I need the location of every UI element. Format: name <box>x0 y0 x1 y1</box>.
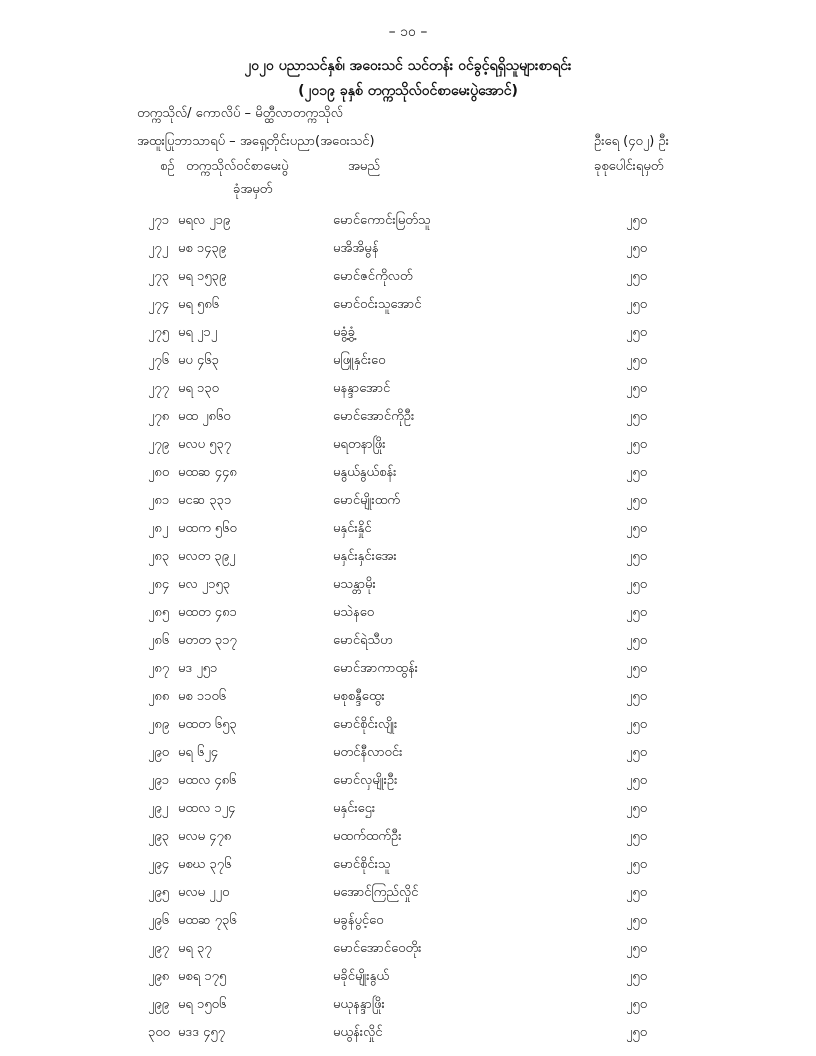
list-item <box>0 908 816 936</box>
serial-number: ၂၉၅ <box>148 885 170 900</box>
total-mark: ၂၅၀ <box>626 1025 648 1040</box>
total-mark: ၂၅၀ <box>626 717 648 732</box>
document-title: ၂၀၂၀ ပညာသင်နှစ်၊ အဝေးသင် သင်တန်း ဝင်ခွင့်ရရှိသူများစာရင်း <box>244 58 572 74</box>
exam-roll: မထက ၅၆၀ <box>178 521 237 536</box>
university-line: တက္ကသိုလ်/ ကောလိပ် – မိတ္ထီလာတက္ကသိုလ် <box>137 106 343 121</box>
serial-number: ၂၉၀ <box>148 745 170 760</box>
student-name: မထက်ထက်ဦး <box>333 829 402 844</box>
student-name: မခွံ့ခွံ့ <box>333 325 356 340</box>
exam-roll: မထဆ ၄၄၈ <box>178 465 237 480</box>
major-line: အထူးပြုဘာသာရပ် – အရှေ့တိုင်းပညာ(အဝေးသင်) <box>137 134 375 149</box>
total-mark: ၂၅၀ <box>626 325 648 340</box>
serial-number: ၂၈၁ <box>148 493 170 508</box>
list-item <box>0 880 816 908</box>
student-name: မောင်ဇင်ကိုလတ် <box>333 269 413 284</box>
header-total-marks: ခုစုပေါင်းရမှတ် <box>594 159 664 174</box>
list-item <box>0 572 816 600</box>
exam-roll: မထလ ၁၂၄ <box>178 801 236 816</box>
list-item <box>0 600 816 628</box>
serial-number: ၂၉၃ <box>148 829 170 844</box>
total-mark: ၂၅၀ <box>626 941 648 956</box>
total-mark: ၂၅၀ <box>626 857 648 872</box>
exam-roll: မထတ ၄၈၁ <box>178 605 237 620</box>
student-name: မောင်လှမျိုးဦး <box>333 773 398 788</box>
serial-number: ၂၉၇ <box>148 941 170 956</box>
header-name: အမည် <box>348 159 380 174</box>
total-mark: ၂၅၀ <box>626 213 648 228</box>
total-mark: ၂၅၀ <box>626 745 648 760</box>
student-name: မခိုင်မျိုးနွယ် <box>333 969 389 984</box>
student-name: မအောင်ကြည်လှိုင် <box>333 885 419 900</box>
student-name: မောင်အာကာထွန်း <box>333 661 418 676</box>
student-name: မခွန်ပွင့်ဝေ <box>333 913 384 928</box>
list-item <box>0 684 816 712</box>
total-mark: ၂၅၀ <box>626 353 648 368</box>
student-name: မောင်မျိုးထက် <box>333 493 400 508</box>
exam-roll: မဒဒ ၄၅၇ <box>178 1025 226 1040</box>
list-item <box>0 936 816 964</box>
total-mark: ၂၅၀ <box>626 997 648 1012</box>
total-mark: ၂၅၀ <box>626 689 648 704</box>
exam-roll: မထဆ ၇၃၆ <box>178 913 237 928</box>
exam-roll: မရလ ၂၁၉ <box>178 213 231 228</box>
exam-roll: မရ ၂၁၂ <box>178 325 218 340</box>
exam-roll: မငဆ ၃၃၁ <box>178 493 232 508</box>
student-name: မနန္ဒာအောင် <box>333 381 391 396</box>
list-item <box>0 432 816 460</box>
exam-roll: မရ ၆၂၄ <box>178 745 219 760</box>
serial-number: ၂၈၅ <box>148 605 170 620</box>
student-name: မနွယ်နွယ်စန်း <box>333 465 397 480</box>
student-name: မယုနန္ဒာဖြိုး <box>333 997 385 1012</box>
list-item <box>0 404 816 432</box>
exam-roll: မလမ ၄၇၈ <box>178 829 232 844</box>
serial-number: ၂၇၇ <box>148 381 170 396</box>
student-name: မသန္တာမိုး <box>333 577 376 592</box>
list-item <box>0 712 816 740</box>
total-mark: ၂၅၀ <box>626 297 648 312</box>
exam-roll: မလမ ၂၂၀ <box>178 885 230 900</box>
exam-roll: မလပ ၅၃၇ <box>178 437 232 452</box>
exam-roll: မရ ၅၈၆ <box>178 297 220 312</box>
list-item <box>0 768 816 796</box>
student-name: မောင်ဝင်းသူအောင် <box>333 297 422 312</box>
serial-number: ၂၉၈ <box>148 969 170 984</box>
exam-roll: မလတ ၃၉၂ <box>178 549 236 564</box>
exam-roll: မစ ၁၁၀၆ <box>178 689 227 704</box>
exam-roll: မစဃ ၃၇၆ <box>178 857 232 872</box>
total-mark: ၂၅၀ <box>626 241 648 256</box>
serial-number: ၂၇၅ <box>148 325 170 340</box>
header-serial-number: စဉ် <box>160 159 175 174</box>
total-mark: ၂၅၀ <box>626 633 648 648</box>
student-name: မောင်ကောင်းမြတ်သူ <box>333 213 431 228</box>
serial-number: ၂၈၄ <box>148 577 170 592</box>
serial-number: ၂၉၄ <box>148 857 170 872</box>
list-item <box>0 656 816 684</box>
total-mark: ၂၅၀ <box>626 381 648 396</box>
total-mark: ၂၅၀ <box>626 521 648 536</box>
student-name: မနှင်းနှင်းအေး <box>333 549 397 564</box>
serial-number: ၂၇၃ <box>148 269 170 284</box>
student-name: မစုစန္ဒီထွေး <box>333 689 385 704</box>
exam-roll: မစ ၁၄၃၉ <box>178 241 227 256</box>
exam-roll: မရ ၃၇ <box>178 941 212 956</box>
serial-number: ၂၈၇ <box>148 661 170 676</box>
total-mark: ၂၅၀ <box>626 465 648 480</box>
student-name: မဖြူနှင်းဝေ <box>333 353 386 368</box>
total-mark: ၂၅၀ <box>626 605 648 620</box>
list-item <box>0 460 816 488</box>
student-name: မောင်စိုင်းလျိုး <box>333 717 398 732</box>
list-item <box>0 992 816 1020</box>
student-name: မရတနာဖြိုး <box>333 437 386 452</box>
total-mark: ၂၅၀ <box>626 577 648 592</box>
exam-roll: မလ ၂၁၅၃ <box>178 577 231 592</box>
list-item <box>0 628 816 656</box>
list-item <box>0 544 816 572</box>
serial-number: ၂၇၈ <box>148 409 170 424</box>
list-item <box>0 376 816 404</box>
serial-number: ၂၈၈ <box>148 689 170 704</box>
exam-roll: မထတ ၆၅၃ <box>178 717 237 732</box>
list-item <box>0 964 816 992</box>
total-mark: ၂၅၀ <box>626 913 648 928</box>
serial-number: ၂၉၆ <box>148 913 170 928</box>
total-mark: ၂၅၀ <box>626 549 648 564</box>
student-name: မောင်အောင်ဝေတိုး <box>333 941 422 956</box>
student-name: မောင်စိုင်းသူ <box>333 857 391 872</box>
list-item <box>0 852 816 880</box>
exam-roll: မထလ ၄၈၆ <box>178 773 237 788</box>
student-name: မအိအိမွန် <box>333 241 379 256</box>
total-mark: ၂၅၀ <box>626 661 648 676</box>
serial-number: ၂၈၀ <box>148 465 170 480</box>
list-item <box>0 516 816 544</box>
serial-number: ၂၇၄ <box>148 297 170 312</box>
total-mark: ၂၅၀ <box>626 409 648 424</box>
list-item <box>0 208 816 236</box>
total-mark: ၂၅၀ <box>626 269 648 284</box>
header-roll-number: ခုံအမှတ် <box>233 182 273 197</box>
exam-roll: မရ ၁၅၃၉ <box>178 269 227 284</box>
total-mark: ၂၅၀ <box>626 773 648 788</box>
student-name: မနှင်းဌေး <box>333 801 376 816</box>
list-item <box>0 292 816 320</box>
list-item <box>0 348 816 376</box>
exam-roll: မရ ၁၅၀၆ <box>178 997 227 1012</box>
page-number: – ၁၀ – <box>388 24 428 40</box>
exam-roll: မရ ၁၃၀ <box>178 381 219 396</box>
total-count: ဦးရေ (၄၀၂) ဦး <box>594 134 669 149</box>
serial-number: ၂၇၆ <box>148 353 170 368</box>
student-name: မောင်ရဲသီဟ <box>333 633 393 648</box>
student-name: မတင်နီလာဝင်း <box>333 745 403 760</box>
serial-number: ၂၉၁ <box>148 773 170 788</box>
exam-roll: မဒ ၂၅၁ <box>178 661 218 676</box>
list-item <box>0 488 816 516</box>
exam-roll: မထ ၂၈၆၀ <box>178 409 231 424</box>
list-item <box>0 740 816 768</box>
serial-number: ၂၇၁ <box>148 213 170 228</box>
list-item <box>0 1020 816 1048</box>
total-mark: ၂၅၀ <box>626 829 648 844</box>
list-item <box>0 236 816 264</box>
serial-number: ၂၇၂ <box>148 241 169 256</box>
total-mark: ၂၅၀ <box>626 801 648 816</box>
results-list <box>0 208 816 1048</box>
total-mark: ၂၅၀ <box>626 969 648 984</box>
exam-roll: မတတ ၃၁၇ <box>178 633 237 648</box>
total-mark: ၂၅၀ <box>626 493 648 508</box>
serial-number: ၂၈၆ <box>148 633 170 648</box>
list-item <box>0 824 816 852</box>
list-item <box>0 320 816 348</box>
serial-number: ၂၉၉ <box>148 997 170 1012</box>
total-mark: ၂၅၀ <box>626 885 648 900</box>
serial-number: ၂၈၃ <box>148 549 170 564</box>
list-item <box>0 264 816 292</box>
serial-number: ၂၇၉ <box>148 437 170 452</box>
student-name: မနှင်းနှိုင် <box>333 521 372 536</box>
total-mark: ၂၅၀ <box>626 437 648 452</box>
header-exam-roll: တက္ကသိုလ်ဝင်စာမေးပွဲ <box>186 159 289 174</box>
student-name: မယွန်းလှိုင် <box>333 1025 383 1040</box>
list-item <box>0 796 816 824</box>
student-name: မောင်အောင်ကိုဦး <box>333 409 415 424</box>
exam-roll: မပ ၄၆၃ <box>178 353 219 368</box>
student-name: မသဲနဝေ <box>333 605 375 620</box>
serial-number: ၃၀၀ <box>148 1025 170 1040</box>
serial-number: ၂၈၉ <box>148 717 170 732</box>
serial-number: ၂၈၂ <box>148 521 169 536</box>
exam-roll: မစရ ၁၇၅ <box>178 969 227 984</box>
document-subtitle: (၂၀၁၉ ခုနှစ် တက္ကသိုလ်ဝင်စာမေးပွဲအောင်) <box>298 83 518 99</box>
serial-number: ၂၉၂ <box>148 801 169 816</box>
